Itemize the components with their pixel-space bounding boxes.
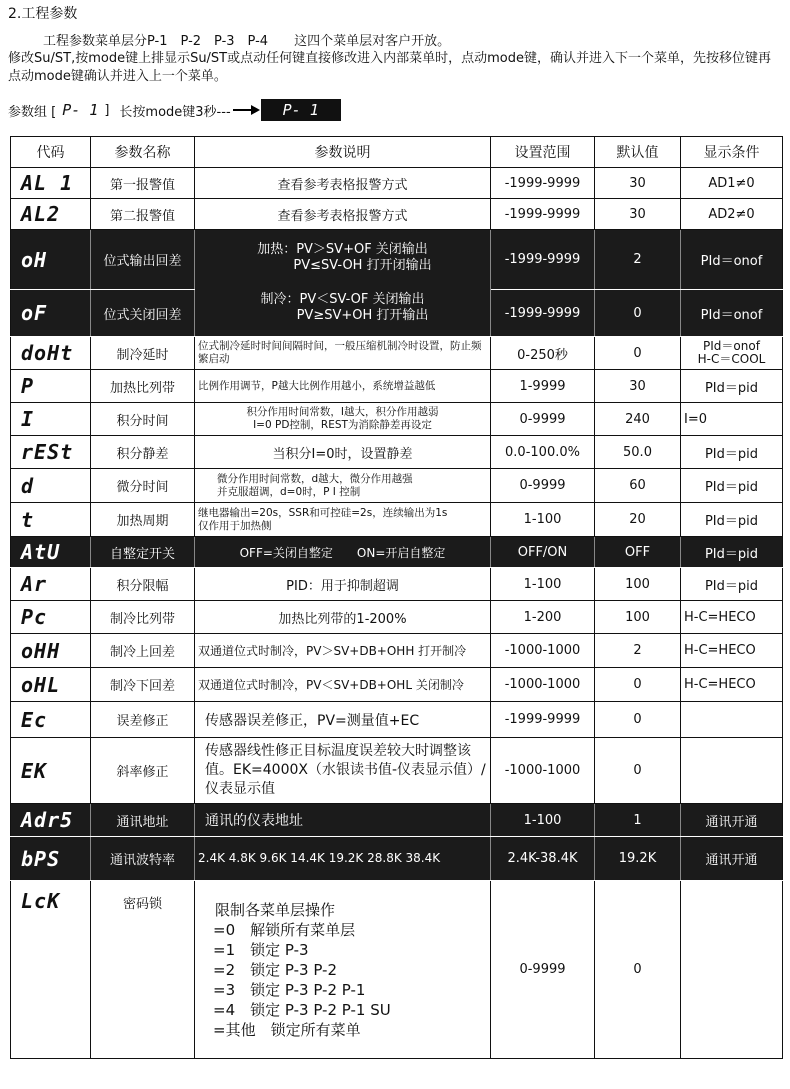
param-name: 积分时间 <box>91 403 195 436</box>
param-name: 密码锁 <box>91 881 195 1059</box>
param-desc: OFF=关闭自整定 ON=开启自整定 <box>195 537 491 568</box>
param-condition: I=0 <box>681 403 783 436</box>
param-range: -1999-9999 <box>491 702 595 738</box>
header-condition: 显示条件 <box>681 137 783 168</box>
table-row <box>11 199 783 230</box>
param-name: 位式输出回差 <box>91 230 195 290</box>
param-code: oHL <box>11 668 91 702</box>
param-name: 微分时间 <box>91 469 195 503</box>
param-code: rESt <box>11 436 91 469</box>
param-range: -1000-1000 <box>491 634 595 668</box>
param-range: 1-200 <box>491 601 595 634</box>
desc-line: 仅作用于加热侧 <box>198 519 272 532</box>
table-row <box>11 436 783 469</box>
param-desc: 2.4K 4.8K 9.6K 14.4K 19.2K 28.8K 38.4K <box>195 837 491 881</box>
param-range: -1999-9999 <box>491 168 595 199</box>
param-condition: PId＝pid <box>681 469 783 503</box>
param-condition: H-C=HECO <box>681 668 783 702</box>
param-condition <box>681 881 783 1059</box>
param-code: Ar <box>11 568 91 601</box>
param-code: Pc <box>11 601 91 634</box>
param-desc: 加热比列带的1-200% <box>195 601 491 634</box>
param-default: 19.2K <box>595 837 681 881</box>
param-default: 1 <box>595 804 681 837</box>
header-range: 设置范围 <box>491 137 595 168</box>
param-code: AL 1 <box>11 168 91 199</box>
param-name: 制冷比列带 <box>91 601 195 634</box>
lock-option: =0 解锁所有菜单层 <box>213 920 356 939</box>
lock-option: =1 锁定 P-3 <box>213 940 309 959</box>
section-title: 2.工程参数 <box>8 6 78 22</box>
param-default: 240 <box>595 403 681 436</box>
param-name: 制冷上回差 <box>91 634 195 668</box>
table-row <box>11 168 783 199</box>
param-name: 积分限幅 <box>91 568 195 601</box>
param-desc <box>195 230 491 337</box>
table-row <box>11 230 783 290</box>
param-name: 位式关闭回差 <box>91 290 195 337</box>
param-range: 0-9999 <box>491 469 595 503</box>
param-code: EK <box>11 738 91 804</box>
param-name: 制冷延时 <box>91 337 195 370</box>
param-default: 0 <box>595 738 681 804</box>
desc-line: 积分作用时间常数，I越大，积分作用越弱 <box>246 406 439 418</box>
param-name: 制冷下回差 <box>91 668 195 702</box>
param-condition: 通讯开通 <box>681 837 783 881</box>
param-default: 2 <box>595 230 681 290</box>
table-row <box>11 537 783 568</box>
table-row <box>11 370 783 403</box>
group-code: P- 1 <box>62 101 99 119</box>
table-row <box>11 837 783 881</box>
parameter-group-row <box>8 98 341 122</box>
param-condition: H-C=HECO <box>681 601 783 634</box>
param-default: 0 <box>595 337 681 370</box>
param-code: Ec <box>11 702 91 738</box>
param-range: 0-9999 <box>491 881 595 1059</box>
table-row <box>11 804 783 837</box>
param-range: -1999-9999 <box>491 290 595 337</box>
header-code: 代码 <box>11 137 91 168</box>
lock-option: =2 锁定 P-3 P-2 <box>213 960 337 979</box>
param-default: 20 <box>595 503 681 537</box>
lock-option: 限制各菜单层操作 <box>215 900 336 919</box>
param-name: 加热比列带 <box>91 370 195 403</box>
param-default: 0 <box>595 881 681 1059</box>
param-desc: PID：用于抑制超调 <box>195 568 491 601</box>
table-row <box>11 503 783 537</box>
table-header-row <box>11 137 783 168</box>
param-condition <box>681 337 783 370</box>
param-condition: H-C=HECO <box>681 634 783 668</box>
lock-option: =3 锁定 P-3 P-2 P-1 <box>213 980 366 999</box>
condition-line: H-C＝COOL <box>697 352 766 366</box>
param-condition: PId＝pid <box>681 537 783 568</box>
param-range: -1000-1000 <box>491 668 595 702</box>
param-range: 0-250秒 <box>491 337 595 370</box>
param-default: 0 <box>595 290 681 337</box>
param-name: 斜率修正 <box>91 738 195 804</box>
intro-line-2: 修改Su/ST,按mode键上排显示Su/ST或点动任何键直接修改进入内部菜单时，点动mode键，确认并进入下一个菜单，先按移位键再点动mode键确认并进入上一个菜单。 <box>8 51 771 84</box>
param-name: 加热周期 <box>91 503 195 537</box>
param-desc: 双通道位式时制冷，PV＜SV+DB+OHL 关闭制冷 <box>195 668 491 702</box>
param-desc: 双通道位式时制冷，PV＞SV+DB+OHH 打开制冷 <box>195 634 491 668</box>
group-hint: 长按mode键3秒--- <box>119 104 231 120</box>
param-condition: AD1≠0 <box>681 168 783 199</box>
param-condition: AD2≠0 <box>681 199 783 230</box>
param-code: oF <box>11 290 91 337</box>
param-name: 通讯波特率 <box>91 837 195 881</box>
param-desc: 比例作用调节，P越大比例作用越小，系统增益越低 <box>195 370 491 403</box>
table-row <box>11 738 783 804</box>
arrow-right-icon <box>233 109 251 111</box>
param-name: 自整定开关 <box>91 537 195 568</box>
param-default: 30 <box>595 168 681 199</box>
param-name: 误差修正 <box>91 702 195 738</box>
param-name: 第二报警值 <box>91 199 195 230</box>
param-code: t <box>11 503 91 537</box>
table-row <box>11 702 783 738</box>
param-range: 1-100 <box>491 568 595 601</box>
intro-line-1: 工程参数菜单层分P-1 P-2 P-3 P-4 这四个菜单层对客户开放。 <box>43 34 451 49</box>
param-default: OFF <box>595 537 681 568</box>
desc-line: PV≥SV+OH 打开输出 <box>296 308 429 323</box>
param-default: 60 <box>595 469 681 503</box>
desc-line: PV≤SV-OH 打开闭输出 <box>293 258 432 273</box>
param-default: 2 <box>595 634 681 668</box>
param-condition: PId＝pid <box>681 370 783 403</box>
lock-option: =其他 锁定所有菜单 <box>213 1020 361 1039</box>
param-desc: 传感器误差修正，PV=测量值+EC <box>195 702 491 738</box>
header-default: 默认值 <box>595 137 681 168</box>
param-desc: 位式制冷延时时间间隔时间，一般压缩机制冷时设置，防止频繁启动 <box>195 337 491 370</box>
param-code: bPS <box>11 837 91 881</box>
param-code: d <box>11 469 91 503</box>
param-desc <box>195 403 491 436</box>
param-default: 100 <box>595 568 681 601</box>
desc-line: 微分作用时间常数，d越大，微分作用越强 <box>217 472 413 485</box>
desc-line: 并克服超调，d=0时，P I 控制 <box>217 485 361 498</box>
param-range: 1-100 <box>491 503 595 537</box>
lock-option: =4 锁定 P-3 P-2 P-1 SU <box>213 1000 391 1019</box>
desc-line: I=0 PD控制，REST为消除静差再设定 <box>253 419 432 431</box>
param-default: 30 <box>595 370 681 403</box>
param-code: oHH <box>11 634 91 668</box>
param-code: I <box>11 403 91 436</box>
param-range: 0.0-100.0% <box>491 436 595 469</box>
param-default: 30 <box>595 199 681 230</box>
param-range: OFF/ON <box>491 537 595 568</box>
param-desc: 查看参考表格报警方式 <box>195 199 491 230</box>
param-range: 2.4K-38.4K <box>491 837 595 881</box>
param-range: -1000-1000 <box>491 738 595 804</box>
param-name: 第一报警值 <box>91 168 195 199</box>
param-range: 0-9999 <box>491 403 595 436</box>
param-desc <box>195 503 491 537</box>
param-default: 50.0 <box>595 436 681 469</box>
param-range: -1999-9999 <box>491 230 595 290</box>
header-name: 参数名称 <box>91 137 195 168</box>
table-row <box>11 403 783 436</box>
param-condition: PId＝pid <box>681 503 783 537</box>
condition-line: PId＝onof <box>703 339 760 353</box>
param-default: 0 <box>595 702 681 738</box>
table-row <box>11 601 783 634</box>
param-condition: PId＝onof <box>681 290 783 337</box>
desc-line: 加热：PV＞SV+OF 关闭输出 <box>257 242 428 257</box>
param-desc <box>195 469 491 503</box>
group-label: 参数组 [ <box>8 104 57 120</box>
header-desc: 参数说明 <box>195 137 491 168</box>
param-code: doHt <box>11 337 91 370</box>
desc-line: 制冷：PV＜SV-OF 关闭输出 <box>260 292 425 307</box>
param-range: 1-9999 <box>491 370 595 403</box>
param-desc: 当积分I=0时，设置静差 <box>195 436 491 469</box>
group-close: ] <box>104 102 110 118</box>
param-code: oH <box>11 230 91 290</box>
param-code: AL2 <box>11 199 91 230</box>
param-desc: 传感器线性修正目标温度误差较大时调整该值。EK=4000X（水银读书值-仪表显示值）/仪表显示值 <box>195 738 491 804</box>
param-default: 100 <box>595 601 681 634</box>
param-condition: PId＝pid <box>681 436 783 469</box>
param-range: 1-100 <box>491 804 595 837</box>
param-name: 通讯地址 <box>91 804 195 837</box>
param-range: -1999-9999 <box>491 199 595 230</box>
param-condition: 通讯开通 <box>681 804 783 837</box>
param-desc: 通讯的仪表地址 <box>195 804 491 837</box>
password-lock-options <box>195 881 491 1059</box>
param-condition: PId＝pid <box>681 568 783 601</box>
table-row <box>11 634 783 668</box>
param-desc: 查看参考表格报警方式 <box>195 168 491 199</box>
param-name: 积分静差 <box>91 436 195 469</box>
param-code: LcK <box>11 881 91 1059</box>
table-row <box>11 881 783 1059</box>
param-code: Adr5 <box>11 804 91 837</box>
param-code: AtU <box>11 537 91 568</box>
desc-line: 继电器输出=20s，SSR和可控硅=2s，连续输出为1s <box>198 506 448 519</box>
param-condition <box>681 702 783 738</box>
table-row <box>11 668 783 702</box>
table-row <box>11 337 783 370</box>
group-lcd-badge: P- 1 <box>261 99 341 121</box>
table-row <box>11 469 783 503</box>
parameter-table <box>10 136 783 1059</box>
param-condition <box>681 738 783 804</box>
param-default: 0 <box>595 668 681 702</box>
param-condition: PId＝onof <box>681 230 783 290</box>
table-row <box>11 568 783 601</box>
param-code: P <box>11 370 91 403</box>
